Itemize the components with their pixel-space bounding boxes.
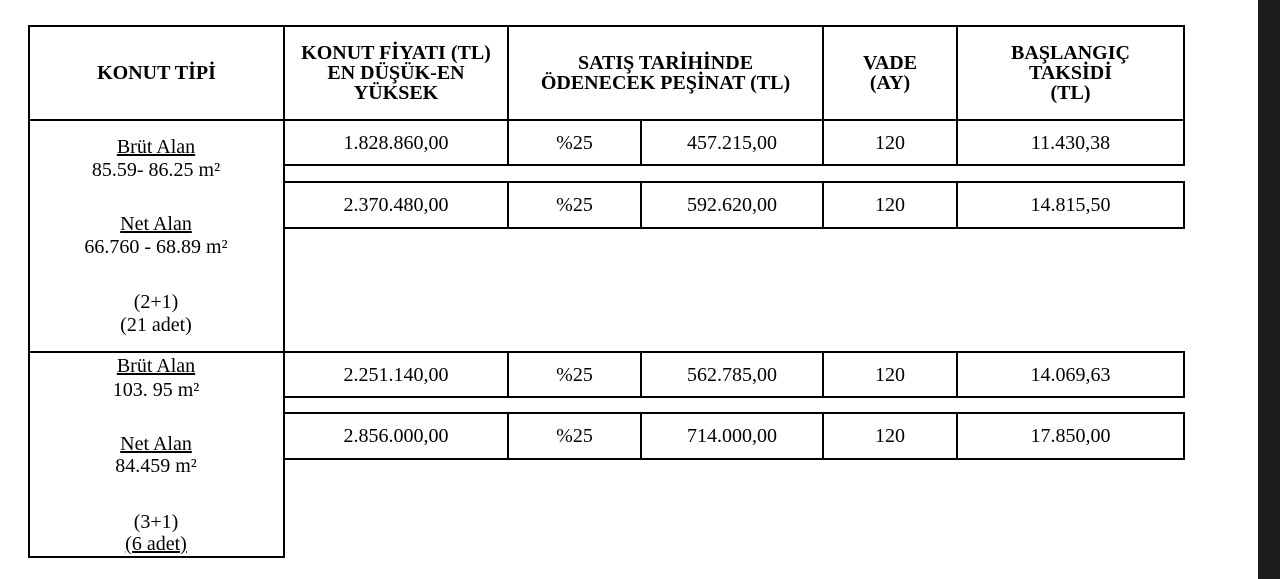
down-payment-cell: 562.785,00: [687, 363, 777, 386]
installment-cell: 14.815,50: [1030, 194, 1111, 216]
price-cell: 2.251.140,00: [343, 363, 449, 386]
price-cell: 2.856.000,00: [343, 425, 449, 447]
term-cell: 120: [875, 363, 905, 386]
rate-cell: %25: [556, 425, 593, 447]
term-cell: 120: [875, 425, 905, 447]
brut-value: 85.59- 86.25 m²: [91, 159, 221, 181]
header-konut-fiyati: KONUT FİYATI (TL) EN DÜŞÜK-EN YÜKSEK: [301, 42, 491, 104]
installment-cell: 11.430,38: [1030, 131, 1111, 154]
price-cell: 1.828.860,00: [343, 131, 449, 154]
down-payment-cell: 592.620,00: [687, 194, 777, 216]
brut-label: Brüt Alan: [116, 355, 196, 377]
rate-cell: %25: [556, 363, 593, 386]
net-label: Net Alan: [120, 433, 192, 455]
header-konut-tipi: KONUT TİPİ: [97, 62, 216, 84]
brut-value: 103. 95 m²: [112, 379, 200, 401]
net-value: 66.760 - 68.89 m²: [84, 236, 228, 258]
down-payment-cell: 457.215,00: [687, 131, 777, 154]
rate-cell: %25: [556, 131, 593, 154]
type-label: (2+1): [133, 291, 179, 313]
down-payment-cell: 714.000,00: [687, 425, 777, 447]
net-value: 84.459 m²: [115, 455, 197, 477]
installment-cell: 17.850,00: [1030, 425, 1111, 447]
rate-cell: %25: [556, 194, 593, 216]
term-cell: 120: [875, 131, 905, 154]
type-label: (3+1): [133, 511, 179, 533]
brut-label: Brüt Alan: [116, 136, 196, 158]
price-cell: 2.370.480,00: [343, 194, 449, 216]
count-label: (6 adet): [125, 533, 187, 555]
net-label: Net Alan: [120, 213, 192, 235]
header-vade: VADE (AY): [862, 52, 918, 94]
header-taksit: BAŞLANGIÇ TAKSİDİ (TL): [1011, 42, 1130, 104]
count-label: (21 adet): [120, 314, 192, 336]
window-edge: [1258, 0, 1280, 579]
term-cell: 120: [875, 194, 905, 216]
header-pesinat: SATIŞ TARİHİNDE ÖDENECEK PEŞİNAT (TL): [540, 52, 791, 94]
installment-cell: 14.069,63: [1030, 363, 1111, 386]
